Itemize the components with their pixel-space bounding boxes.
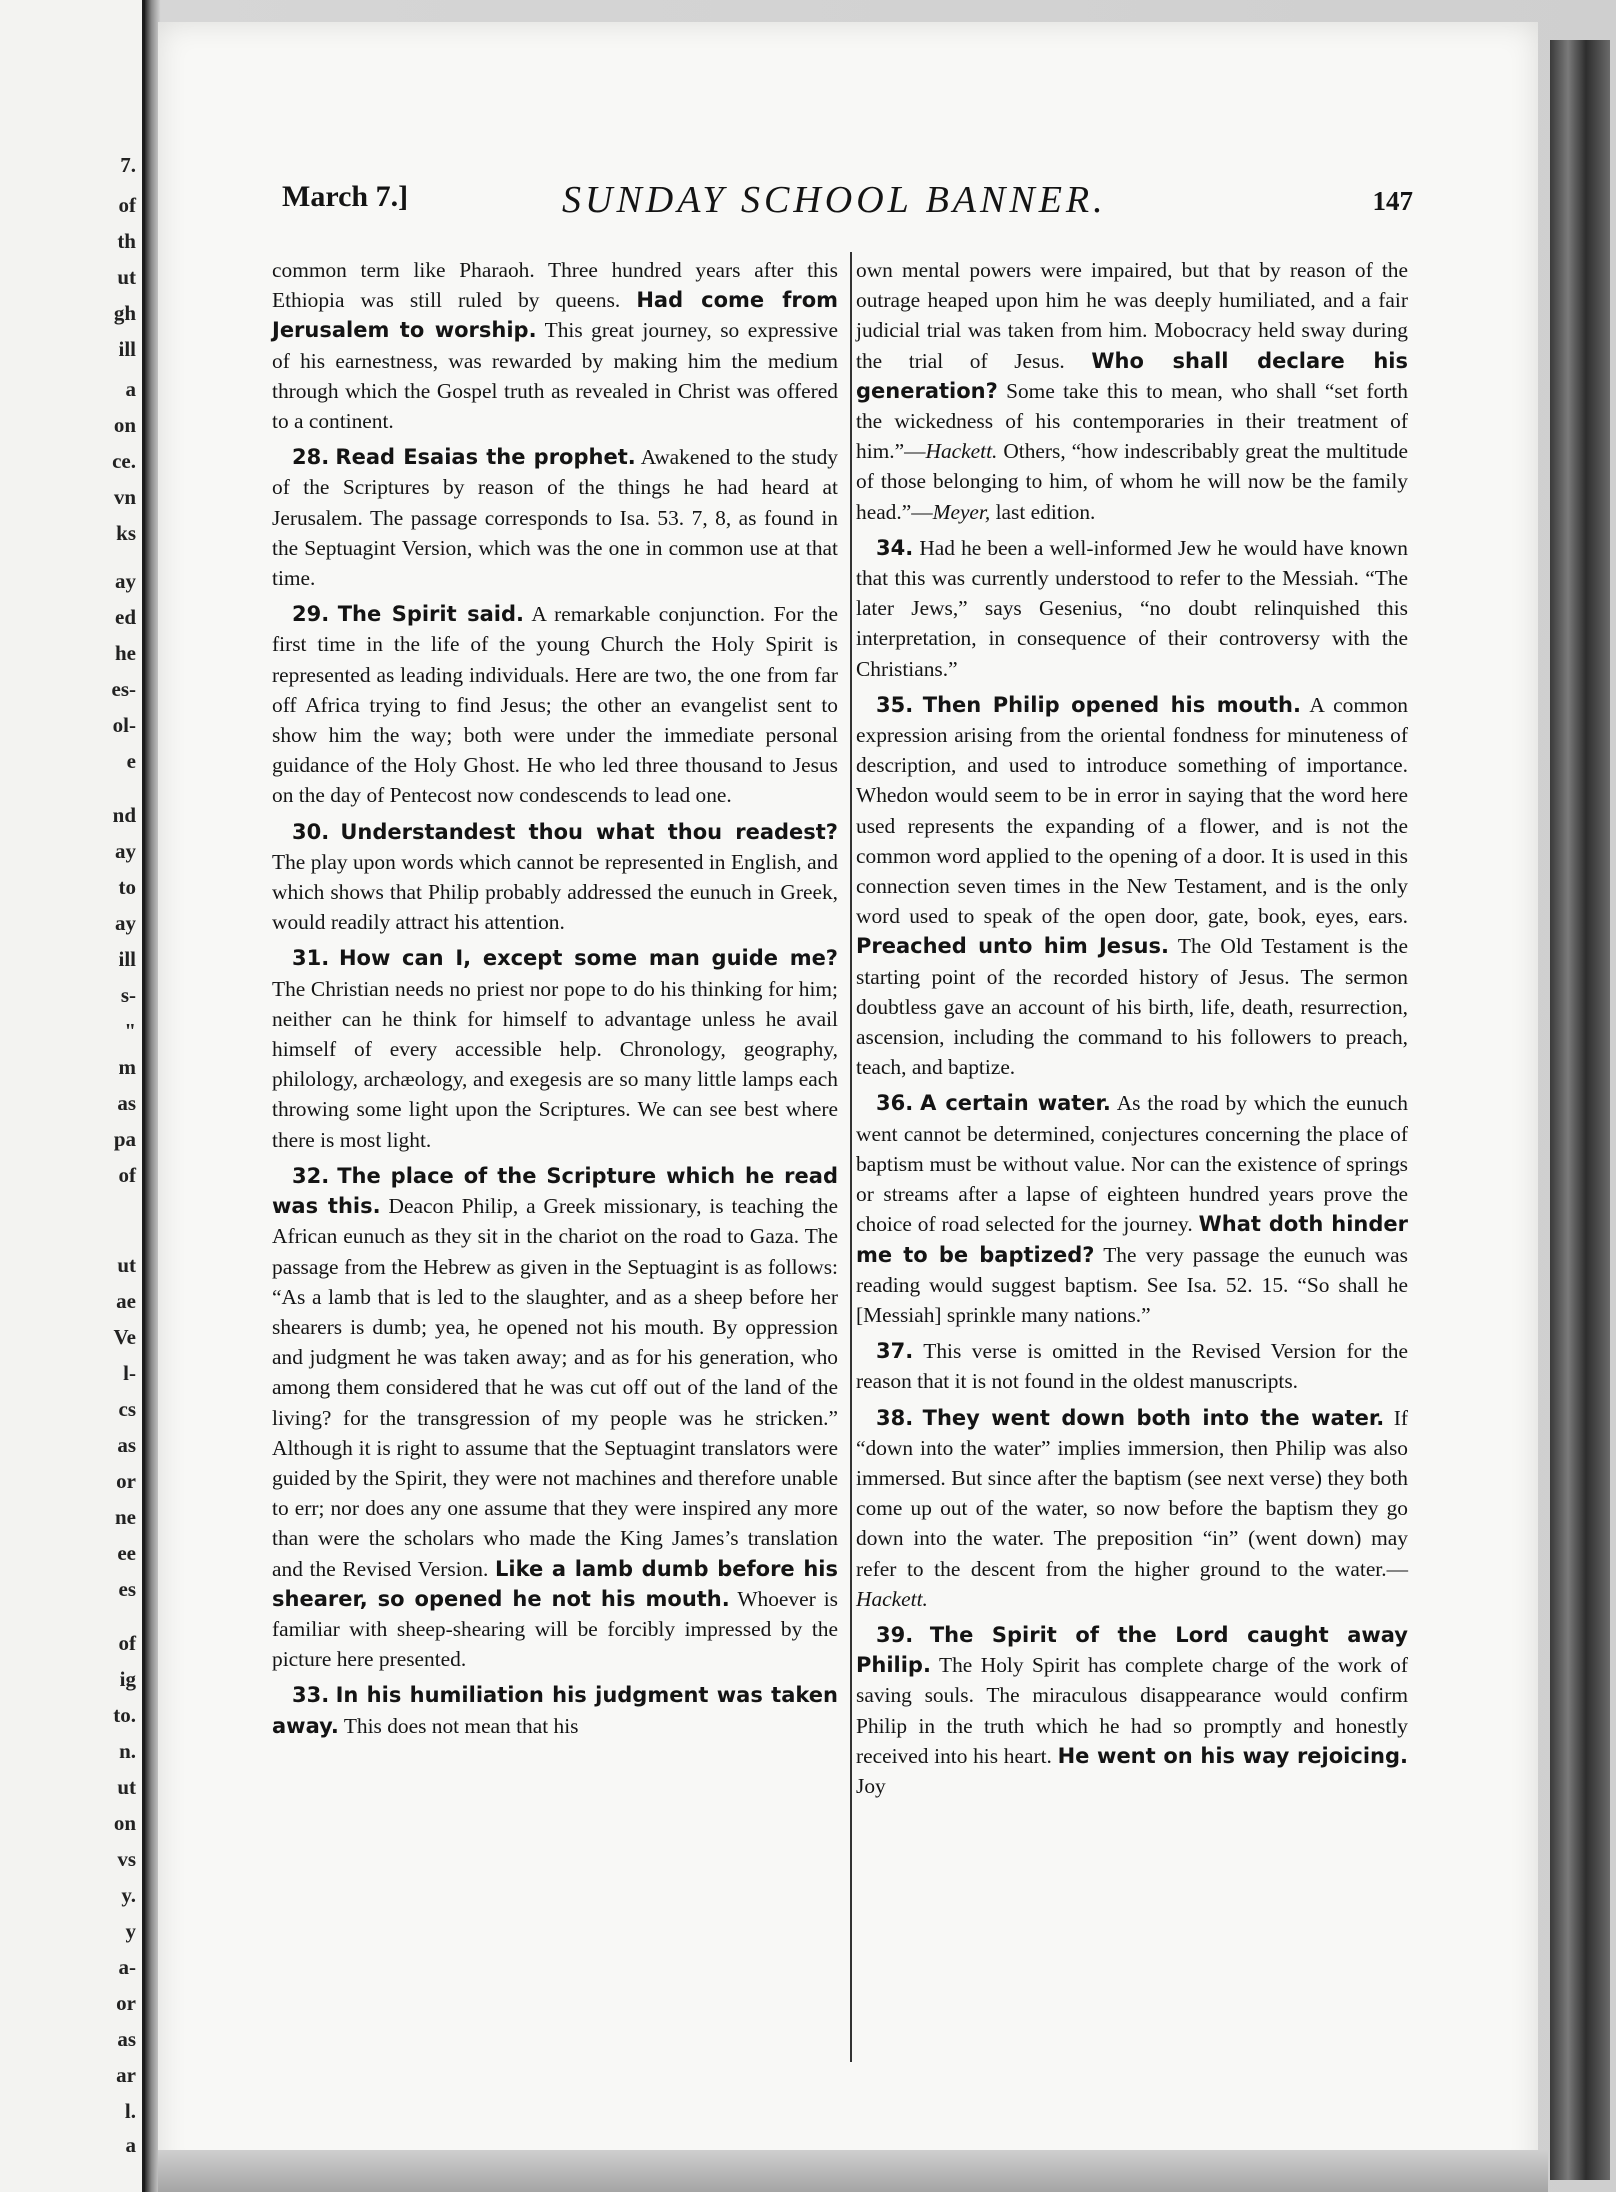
previous-page-fragment: ill <box>118 337 136 361</box>
citation-hackett-2: Hackett. <box>856 1586 928 1611</box>
previous-page-fragment: vs <box>117 1847 136 1871</box>
previous-page-fragment: ed <box>115 605 136 629</box>
previous-page-fragment: l. <box>124 2099 136 2123</box>
verse-39-subheading: He went on his way rejoicing. <box>1057 1743 1408 1768</box>
verse-35-heading: Then Philip opened his mouth. <box>922 692 1301 717</box>
previous-page-fragment: " <box>124 1019 136 1043</box>
previous-page-fragment: cs <box>118 1397 136 1421</box>
verse-31-heading: How can I, except some man guide me? <box>338 946 838 971</box>
verse-36-note: 36. A certain water. As the road by which the eunuch went cannot be determined, conjectures concerning the place of baptism must be without value. Nor can the existence of springs or streams after a lapse of eighteen hundred years prove the choice of road selected for the journey. What doth hinder me to be baptized? The very passage the eunuch was reading would suggest baptism. See Isa. 52. 15. “So shall he [Messiah] sprinkle many nations.” <box>856 1091 1408 1327</box>
previous-page-fragment: m <box>118 1055 136 1079</box>
verse-32-subheading: Like a lamb dumb before his shearer, so opened he not his mouth. <box>272 1556 838 1611</box>
right-column <box>856 255 1408 1801</box>
previous-page-fragment: ill <box>118 947 136 971</box>
previous-page-fragment: gh <box>113 301 136 325</box>
verse-33-heading: In his humiliation his judgment was taken away. <box>272 1683 838 1738</box>
verse-28-note: 28. Read Esaias the prophet. Awakened to the study of the Scriptures by reason of the things he had heard at Jerusalem. The passage corresponds to Isa. 53. 7, 8, as found in the Septuagint Version, which was the one in common use at that time. <box>272 445 838 591</box>
left-column <box>272 255 838 1741</box>
previous-page-fragment: of <box>118 1631 136 1655</box>
verse-37-note: 37. This verse is omitted in the Revised Version for the reason that it is not found in the oldest manuscripts. <box>856 1339 1408 1394</box>
previous-page-fragment: ut <box>117 1253 136 1277</box>
citation-hackett: Hackett. <box>925 439 998 464</box>
citation-meyer: Meyer, <box>932 499 991 524</box>
previous-page-fragment: a <box>125 377 136 401</box>
previous-page-fragment: to. <box>113 1703 136 1727</box>
running-header <box>282 180 1412 230</box>
previous-page-fragment: ce. <box>112 449 136 473</box>
previous-page-fragment: ol- <box>112 713 136 737</box>
previous-page-fragment: on <box>113 1811 136 1835</box>
right-paragraph-continued: own mental powers were impaired, but that by reason of the outrage heaped upon him he was deeply humiliated, and a fair judicial trial was taken from him. Mobocracy held sway during the trial of Jesus. Who shall declare his generation? Some take this to mean, who shall “set forth the wickedness of his contemporaries in their treatment of him.”—Hackett. Others, “how indescribably great the multitude of those belonging to him, of whom he will now be the family head.”—Meyer, last edition. <box>856 258 1408 524</box>
previous-page-fragment: es- <box>111 677 136 701</box>
previous-page-fragment: vn <box>113 485 136 509</box>
previous-page-fragment: or <box>116 1469 136 1493</box>
previous-page-fragment: ee <box>117 1541 136 1565</box>
previous-page-fragment: on <box>113 413 136 437</box>
verse-31-note: 31. How can I, except some man guide me? The Christian needs no priest nor pope to do his thinking for him; neither can he think for himself to advantage unless he avail himself of every accessible help. Chronology, geography, philology, archæology, and exegesis are so many little lamps each throwing some light upon the Scriptures. We can see best where there is most light. <box>272 946 838 1152</box>
verse-30-note: 30. Understandest thou what thou readest? The play upon words which cannot be represented in English, and which shows that Philip probably addressed the eunuch in Greek, would readily attract his attention. <box>272 819 838 935</box>
previous-page-fragment: es <box>118 1577 136 1601</box>
verse-33-note: 33. In his humiliation his judgment was taken away. This does not mean that his <box>272 1683 838 1738</box>
previous-page-fragment: ay <box>115 569 136 593</box>
page-number: 147 <box>1372 186 1413 216</box>
previous-page-fragment: a <box>125 2133 136 2157</box>
previous-page-fragment: as <box>117 1433 136 1457</box>
previous-page-fragment: ay <box>115 911 136 935</box>
previous-page-fragment: th <box>117 229 136 253</box>
verse-35-subheading: Preached unto him Jesus. <box>856 934 1169 959</box>
verse-32-heading: The place of the Scripture which he read was this. <box>272 1163 838 1219</box>
previous-page-fragment: ne <box>115 1505 136 1529</box>
header-date: March 7.] <box>282 180 409 213</box>
previous-page-fragment: e <box>126 749 136 773</box>
previous-page-fragment: ig <box>119 1667 136 1691</box>
previous-page-fragment: Ve <box>113 1325 136 1349</box>
previous-page-fragment: to <box>118 875 136 899</box>
previous-page-fragment: ut <box>117 1775 136 1799</box>
previous-page-fragment: of <box>118 1163 136 1187</box>
right-heading-generation: Who shall declare his generation? <box>856 348 1408 403</box>
previous-page-fragment: he <box>115 641 136 665</box>
verse-39-note: 39. The Spirit of the Lord caught away Philip. The Holy Spirit has complete charge of the work of saving souls. The miraculous disappearance would confirm Philip in the truth which he had so promptly and honestly received into his heart. He went on his way rejoicing. Joy <box>856 1622 1408 1798</box>
verse-34-note: 34. Had he been a well-informed Jew he would have known that this was currently understood to refer to the Messiah. “The later Jews,” says Gesenius, “no doubt relinquished this interpretation, in consequence of their controversy with the Christians.” <box>856 535 1408 681</box>
verse-38-note: 38. They went down both into the water. If “down into the water” implies immersion, then Philip was also immersed. But since after the baptism (see next verse) they both come up out of the water, so now before the baptism they go down into the water. The preposition “in” (went down) may refer to the descent from the higher ground to the water.—Hackett. <box>856 1405 1408 1611</box>
previous-page-fragment: l- <box>123 1361 136 1385</box>
verse-38-heading: They went down both into the water. <box>922 1405 1385 1430</box>
previous-page-fragment: nd <box>112 803 136 827</box>
previous-page-fragment: ut <box>117 265 136 289</box>
previous-page-fragment: or <box>116 1991 136 2015</box>
previous-page-fragment: ar <box>116 2063 136 2087</box>
verse-30-heading: Understandest thou what thou readest? <box>340 819 838 844</box>
previous-page-fragment: as <box>117 1091 136 1115</box>
book-right-edge <box>1550 40 1610 2180</box>
previous-page-fragment: 7. <box>120 153 136 177</box>
page-bottom-shadow <box>158 2150 1548 2192</box>
verse-35-note: 35. Then Philip opened his mouth. A common expression arising from the oriental fondness for minuteness of description, and used to introduce something of importance. Whedon would seem to be in error in saying that the word here used represents the expanding of a flower, and is not the common word applied to the opening of a door. It is used in this connection seven times in the New Testament, and is the only word used to speak of the open door, gate, book, eyes, ears. Preached unto him Jesus. The Old Testament is the starting point of the recorded history of Jesus. The sermon doubtless gave an account of his birth, life, death, resurrection, ascension, including the command to his followers to preach, teach, and baptize. <box>856 692 1409 1080</box>
previous-page-fragment: y. <box>121 1883 136 1907</box>
previous-page-edge <box>0 0 145 2192</box>
verse-32-note: 32. The place of the Scripture which he read was this. Deacon Philip, a Greek missionary, is teaching the African eunuch as they sit in the chariot on the road to Gaza. The passage from the Hebrew as given in the Septuagint is as follows: “As a lamb that is led to the slaughter, and as a sheep before her shearers is dumb; yea, he opened not his mouth. By oppression and judgment he was taken away; and as for his generation, who among them considered that he was cut off out of the land of the living? for the transgression of my people was he stricken.” Although it is right to assume that the Septuagint translators were guided by the Spirit, they were not machines and therefore unable to err; nor does any one assume that they were inspired any more than were the scholars who made the King James’s translation and the Revised Version. Like a lamb dumb before his shearer, so opened he not his mouth. Whoever is familiar with sheep-shearing will be forcibly impressed by the picture here presented. <box>272 1163 839 1672</box>
column-rule <box>850 252 852 2062</box>
previous-page-fragment: s- <box>120 983 136 1007</box>
previous-page-fragment: as <box>117 2027 136 2051</box>
verse-29-note: 29. The Spirit said. A remarkable conjunction. For the first time in the life of the young Church the Holy Spirit is represented as leading individuals. Here are two, the one from far off Africa trying to find Jesus; the other an evangelist sent to show him the way; both were under the immediate personal guidance of the Holy Ghost. He who led three thousand to Jesus on the day of Pentecost now condescends to lead one. <box>272 602 838 808</box>
left-paragraph-continued: common term like Pharaoh. Three hundred years after this Ethiopia was still ruled by queens. Had come from Jerusalem to worship. This great journey, so expressive of his earnestness, was rewarded by making him the medium through which the Gospel truth as revealed in Christ was offered to a continent. <box>272 258 839 434</box>
previous-page-fragment: pa <box>113 1127 136 1151</box>
previous-page-fragment: a- <box>118 1955 136 1979</box>
verse-36-subheading: What doth hinder me to be baptized? <box>856 1212 1408 1267</box>
previous-page-fragment: ks <box>116 521 136 545</box>
previous-page-fragment: ae <box>116 1289 136 1313</box>
previous-page-fragment: ay <box>115 839 136 863</box>
left-heading-came: Had come from Jerusalem to worship. <box>272 288 839 343</box>
header-title: SUNDAY SCHOOL BANNER. <box>562 179 1107 221</box>
previous-page-fragment: of <box>118 193 136 217</box>
previous-page-fragment: y <box>125 1919 136 1943</box>
verse-28-heading: Read Esaias the prophet. <box>335 445 636 470</box>
previous-page-fragment: n. <box>119 1739 136 1763</box>
verse-39-heading: The Spirit of the Lord caught away Philip. <box>856 1622 1408 1678</box>
verse-36-heading: A certain water. <box>920 1091 1111 1116</box>
verse-29-heading: The Spirit said. <box>337 602 524 627</box>
